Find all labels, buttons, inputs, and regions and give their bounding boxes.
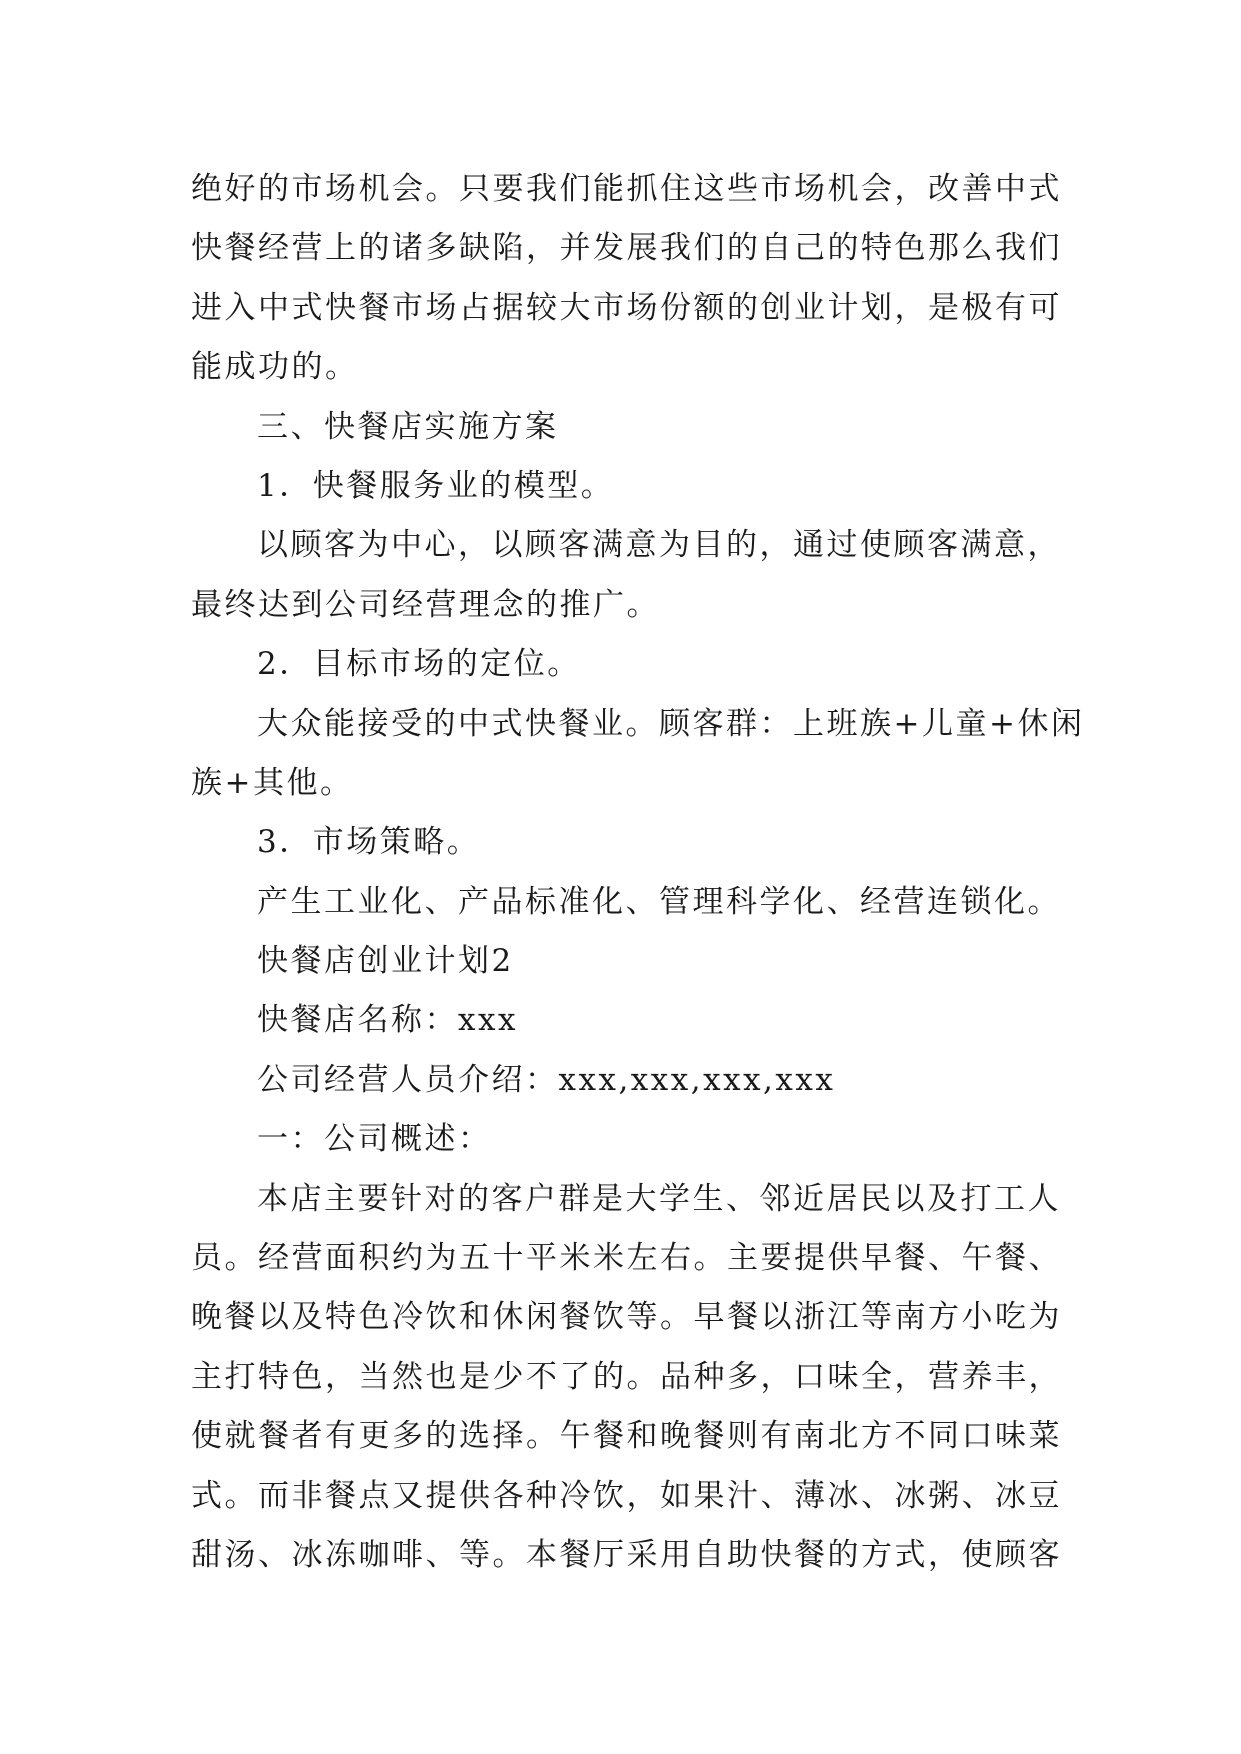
section-heading: 一：公司概述： — [257, 1121, 492, 1158]
subsection-heading: 3．市场策略。 — [257, 824, 481, 861]
document-title: 快餐店创业计划2 — [257, 943, 514, 980]
staff-intro-line: 公司经营人员介绍：xxx,xxx,xxx,xxx — [257, 1061, 836, 1098]
body-text-line: 使就餐者有更多的选择。午餐和晚餐则有南北方不同口味菜 — [191, 1418, 1062, 1455]
body-text-line: 以顾客为中心，以顾客满意为目的，通过使顾客满意， — [257, 527, 1061, 564]
body-text-line: 本店主要针对的客户群是大学生、邻近居民以及打工人 — [257, 1180, 1061, 1217]
body-text-line: 族+其他。 — [191, 764, 354, 801]
body-text-line: 产生工业化、产品标准化、管理科学化、经营连锁化。 — [257, 883, 1061, 920]
body-text-line: 甜汤、冰冻咖啡、等。本餐厅采用自助快餐的方式，使顾客 — [191, 1536, 1062, 1573]
subsection-heading: 2．目标市场的定位。 — [257, 646, 581, 683]
body-text-line: 员。经营面积约为五十平米米左右。主要提供早餐、午餐、 — [191, 1240, 1062, 1277]
section-heading: 三、快餐店实施方案 — [257, 408, 559, 445]
body-text-line: 最终达到公司经营理念的推广。 — [191, 586, 660, 623]
body-text-line: 主打特色，当然也是少不了的。品种多，口味全，营养丰， — [191, 1358, 1062, 1395]
body-text-line: 绝好的市场机会。只要我们能抓住这些市场机会，改善中式 — [191, 171, 1062, 207]
body-text-line: 能成功的。 — [191, 349, 359, 386]
body-text-line: 式。而非餐点又提供各种冷饮，如果汁、薄冰、冰粥、冰豆 — [191, 1477, 1062, 1514]
subsection-heading: 1．快餐服务业的模型。 — [257, 467, 615, 504]
body-text-line: 大众能接受的中式快餐业。顾客群：上班族+儿童+休闲 — [257, 705, 1085, 742]
store-name-line: 快餐店名称：xxx — [257, 1002, 518, 1039]
body-text-line: 晚餐以及特色冷饮和休闲餐饮等。早餐以浙江等南方小吃为 — [191, 1299, 1062, 1336]
document-body — [191, 160, 1085, 1585]
body-text-line: 快餐经营上的诸多缺陷，并发展我们的自己的特色那么我们 — [191, 230, 1062, 267]
body-text-line: 进入中式快餐市场占据较大市场份额的创业计划，是极有可 — [191, 289, 1062, 326]
